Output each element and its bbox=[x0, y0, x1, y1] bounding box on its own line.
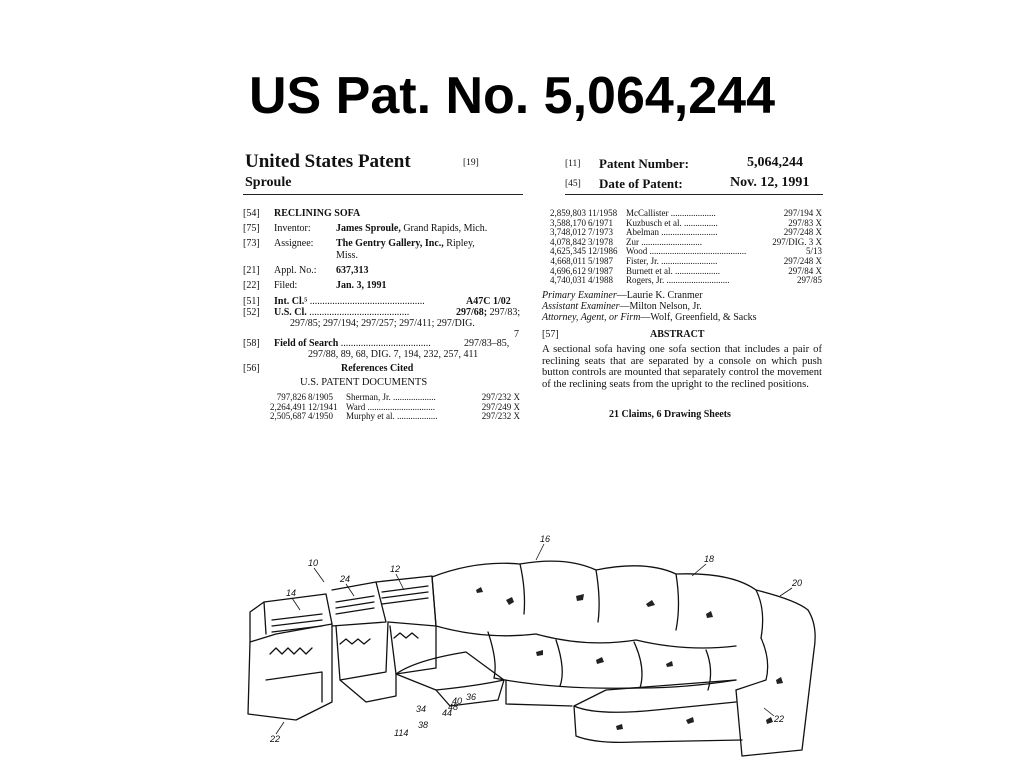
uscl-label: U.S. Cl. bbox=[274, 307, 307, 318]
reference-cls: 297/85 bbox=[796, 275, 822, 286]
abstract-title: ABSTRACT bbox=[650, 329, 705, 340]
reference-no: 2,859,803 bbox=[550, 208, 586, 218]
reference-date: 9/1987 bbox=[588, 265, 614, 276]
ref-label-14: 14 bbox=[286, 588, 297, 598]
appl-value: 637,313 bbox=[336, 265, 369, 276]
primary-examiner-label: Primary Examiner bbox=[542, 290, 617, 301]
reference-no: 4,740,031 bbox=[550, 275, 586, 286]
reference-name: McCallister .................... bbox=[626, 208, 716, 218]
abstract-tag: [57] bbox=[542, 329, 559, 340]
ref-label-20: 20 bbox=[792, 578, 803, 588]
search-label: Field of Search bbox=[274, 338, 339, 349]
field-assignee-tag: [73] bbox=[243, 238, 260, 249]
attorney-name: —Wolf, Greenfield, & Sacks bbox=[640, 312, 757, 323]
intcl-dots: .............................................. bbox=[307, 296, 425, 307]
ref-label-34: 34 bbox=[416, 704, 427, 714]
ref-label-114: 114 bbox=[394, 728, 409, 738]
reference-row bbox=[542, 208, 822, 218]
uscl-dots: ........................................ bbox=[306, 307, 410, 318]
reference-date: 4/1950 bbox=[308, 411, 334, 422]
assistant-examiner-label: Assistant Examiner bbox=[542, 301, 620, 312]
reference-row bbox=[542, 227, 822, 237]
uscl-line2: 297/85; 297/194; 297/257; 297/411; 297/DIG. bbox=[290, 318, 475, 329]
reference-date: 12/1941 bbox=[308, 401, 338, 412]
reference-name: Kuzbusch et al. ............... bbox=[626, 217, 718, 228]
reference-name: Murphy et al. .................. bbox=[346, 411, 438, 422]
ref-label-36: 36 bbox=[466, 692, 477, 702]
reference-row bbox=[542, 275, 822, 285]
field-appl-label: Appl. No.: bbox=[274, 265, 317, 276]
patent-document bbox=[240, 148, 826, 428]
reference-no: 4,668,011 bbox=[550, 256, 586, 266]
date-tag: [45] bbox=[565, 179, 581, 189]
patent-number-value: 5,064,244 bbox=[747, 155, 803, 170]
uscl-value: 297/68; bbox=[456, 307, 488, 318]
reference-cls: 5/13 bbox=[805, 246, 822, 257]
search-dots: .................................... bbox=[338, 338, 431, 349]
claims-count: 21 Claims, 6 Drawing Sheets bbox=[609, 409, 731, 420]
reference-no: 2,505,687 bbox=[270, 411, 306, 422]
field-appl-tag: [21] bbox=[243, 265, 260, 276]
patent-office: United States Patent bbox=[245, 151, 411, 172]
reference-name: Rogers, Jr. ............................ bbox=[626, 275, 730, 286]
refs-subtitle: U.S. PATENT DOCUMENTS bbox=[300, 377, 428, 388]
reference-name: Burnett et al. .................... bbox=[626, 265, 720, 276]
field-title: RECLINING SOFA bbox=[274, 208, 361, 219]
ref-label-10: 10 bbox=[308, 558, 319, 568]
ref-label-38: 38 bbox=[418, 720, 429, 730]
uscl-value2: 297/83; bbox=[487, 307, 521, 318]
reference-no: 4,625,345 bbox=[550, 246, 586, 257]
slide-title: US Pat. No. 5,064,244 bbox=[248, 67, 776, 125]
reference-no: 2,264,491 bbox=[270, 401, 306, 412]
field-inventor-tag: [75] bbox=[243, 223, 260, 234]
reference-name: Zur ........................... bbox=[626, 236, 702, 247]
reference-name: Ward .............................. bbox=[346, 401, 436, 412]
ref-label-12: 12 bbox=[390, 564, 401, 574]
field-inventor-label: Inventor: bbox=[274, 223, 311, 234]
field-refs-tag: [56] bbox=[243, 363, 260, 374]
ref-label-48: 48 bbox=[448, 702, 459, 712]
reference-cls: 297/DIG. 3 X bbox=[772, 236, 822, 247]
office-tag: [19] bbox=[463, 158, 479, 168]
reference-row bbox=[262, 402, 520, 412]
reference-date: 7/1973 bbox=[588, 227, 614, 238]
intcl-label: Int. Cl.⁵ bbox=[274, 296, 308, 307]
reference-row bbox=[542, 237, 822, 247]
reference-date: 3/1978 bbox=[588, 236, 614, 247]
reference-row bbox=[262, 411, 520, 421]
reference-cls: 297/232 X bbox=[481, 411, 520, 422]
header-rule-right bbox=[565, 194, 823, 195]
uscl-line3: 7 bbox=[514, 329, 519, 340]
field-title-tag: [54] bbox=[243, 208, 260, 219]
attorney-label: Attorney, Agent, or Firm bbox=[542, 312, 641, 323]
reference-date: 5/1987 bbox=[588, 256, 614, 266]
reference-row bbox=[542, 246, 822, 256]
reference-no: 4,078,842 bbox=[550, 236, 586, 247]
ref-label-16: 16 bbox=[540, 534, 551, 544]
abstract-text: A sectional sofa having one sofa section that includes a pair of reclining seats that are separated by a console on which push button controls are mounted that separately control the movement of the reclining seats from the upright to the reclined positions. bbox=[542, 344, 822, 390]
field-search-tag: [58] bbox=[243, 338, 260, 349]
patent-number-label: Patent Number: bbox=[599, 156, 689, 171]
assignee-state: Miss. bbox=[336, 250, 358, 261]
reference-cls: 297/249 X bbox=[481, 401, 520, 412]
reference-date: 4/1988 bbox=[588, 275, 614, 286]
field-filed-label: Filed: bbox=[274, 280, 298, 291]
reference-cls: 297/84 X bbox=[788, 265, 822, 276]
reference-no: 4,696,612 bbox=[550, 265, 586, 276]
field-uscl-tag: [52] bbox=[243, 307, 260, 318]
reference-row bbox=[542, 266, 822, 276]
reference-cls: 297/248 X bbox=[783, 227, 822, 238]
reference-cls: 297/232 X bbox=[481, 392, 520, 402]
inventor-city: Grand Rapids, Mich. bbox=[400, 223, 488, 234]
inventor-surname: Sproule bbox=[245, 175, 292, 190]
filed-value: Jan. 3, 1991 bbox=[336, 280, 387, 291]
primary-examiner-name: —Laurie K. Cranmer bbox=[616, 290, 703, 301]
reference-date: 8/1905 bbox=[308, 392, 334, 402]
reference-row bbox=[542, 256, 822, 266]
header-rule-left bbox=[243, 194, 523, 195]
reference-no: 797,826 bbox=[276, 392, 306, 402]
reference-no: 3,748,012 bbox=[550, 227, 586, 238]
reference-no: 3,588,170 bbox=[550, 217, 586, 228]
reference-row bbox=[262, 392, 520, 402]
assignee-name: The Gentry Gallery, Inc., bbox=[336, 238, 444, 249]
reference-name: Fister, Jr. ......................... bbox=[626, 256, 718, 266]
reference-date: 6/1971 bbox=[588, 217, 614, 228]
intcl-value: A47C 1/02 bbox=[466, 296, 511, 307]
assistant-examiner-name: —Milton Nelson, Jr. bbox=[619, 301, 702, 312]
reference-name: Abelman ......................... bbox=[626, 227, 718, 238]
inventor-name: James Sproule, bbox=[336, 223, 401, 234]
reference-date: 12/1986 bbox=[588, 246, 618, 257]
ref-label-22b: 22 bbox=[774, 714, 785, 724]
reference-date: 11/1958 bbox=[588, 208, 618, 218]
reference-row bbox=[542, 218, 822, 228]
field-filed-tag: [22] bbox=[243, 280, 260, 291]
field-assignee-label: Assignee: bbox=[274, 238, 314, 249]
ref-label-40: 40 bbox=[452, 696, 463, 706]
ref-label-22a: 22 bbox=[270, 734, 281, 744]
refs-title: References Cited bbox=[341, 363, 414, 374]
reference-cls: 297/248 X bbox=[783, 256, 822, 266]
search-value: 297/83–85, bbox=[464, 338, 510, 349]
reference-name: Sherman, Jr. ................... bbox=[346, 392, 436, 402]
date-of-patent-value: Nov. 12, 1991 bbox=[730, 175, 810, 190]
number-tag: [11] bbox=[565, 159, 581, 169]
reference-cls: 297/83 X bbox=[788, 217, 822, 228]
field-intcl-tag: [51] bbox=[243, 296, 260, 307]
ref-label-18: 18 bbox=[704, 554, 715, 564]
search-line2: 297/88, 89, 68, DIG. 7, 194, 232, 257, 411 bbox=[308, 349, 479, 360]
sofa-patent-drawing bbox=[236, 530, 822, 762]
ref-label-44: 44 bbox=[442, 708, 453, 718]
reference-cls: 297/194 X bbox=[783, 208, 822, 218]
date-of-patent-label: Date of Patent: bbox=[599, 176, 683, 191]
ref-label-24: 24 bbox=[340, 574, 351, 584]
assignee-city: Ripley, bbox=[443, 238, 475, 249]
reference-name: Wood ........................................... bbox=[626, 246, 747, 257]
